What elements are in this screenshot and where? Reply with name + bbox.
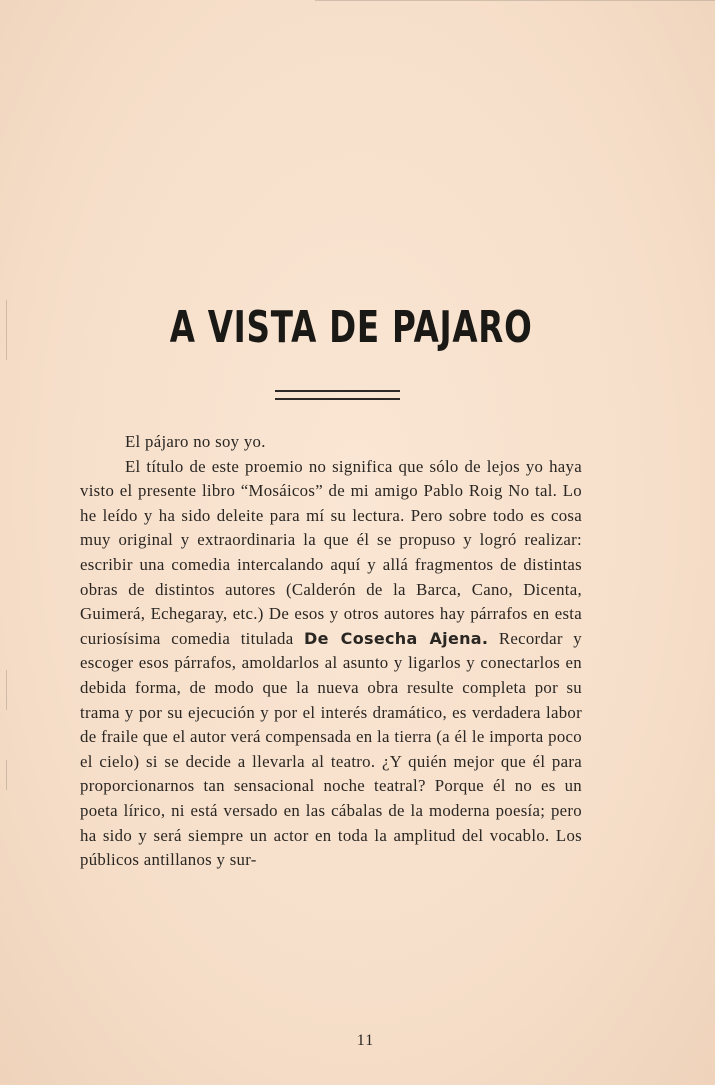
paragraph-first: [80, 430, 582, 455]
paragraph-second: [80, 455, 582, 873]
page-top-edge: [315, 0, 715, 5]
paragraph-first-text: El pájaro no soy yo.: [125, 432, 266, 451]
page-left-mark: [6, 670, 7, 710]
paragraph-second-text-end: Recordar y escoger esos párrafos, amoldarlos al asunto y ligarlos y conectarlos en debida forma, de modo que la nueva obra resulte completa por su trama y por su ejecución y por el interés dramático, es verdadera labor de fraile que el autor verá compensada en la tierra (a él le importa poco el cielo) si se decide a llevarla al teatro. ¿Y quién mejor que él para proporcionarnos tan sensacional noche teatral? Porque él no es un poeta lírico, ni está versado en las cábalas de la moderna poesía; pero ha sido y será siempre un actor en toda la amplitud del vocablo. Los públicos antillanos y sur-: [80, 628, 582, 870]
title-rule-upper: [275, 390, 400, 392]
chapter-title: A VISTA DE PAJARO: [169, 302, 533, 353]
page-left-mark: [6, 760, 7, 790]
page-left-mark: [6, 300, 7, 360]
title-rule-lower: [275, 398, 400, 400]
play-title-bold: De Cosecha Ajena.: [304, 628, 489, 648]
body-text: [80, 430, 582, 873]
paragraph-second-text-start: El título de este proemio no significa que sólo de lejos yo haya visto el presente libro “Mosáicos” de mi amigo Pablo Roig No tal. Lo he leído y ha sido deleite para mí su lectura. Pero sobre todo es cosa muy original y extraordinaria la que él se propuso y logró realizar: escribir una comedia intercalando aquí y allá fragmentos de distintas obras de distintos autores (Calderón de la Barca, Cano, Dicenta, Guimerá, Echegaray, etc.) De esos y otros autores hay párrafos en esta curiosísima comedia titulada: [80, 456, 582, 648]
page-number: 11: [356, 1032, 375, 1049]
